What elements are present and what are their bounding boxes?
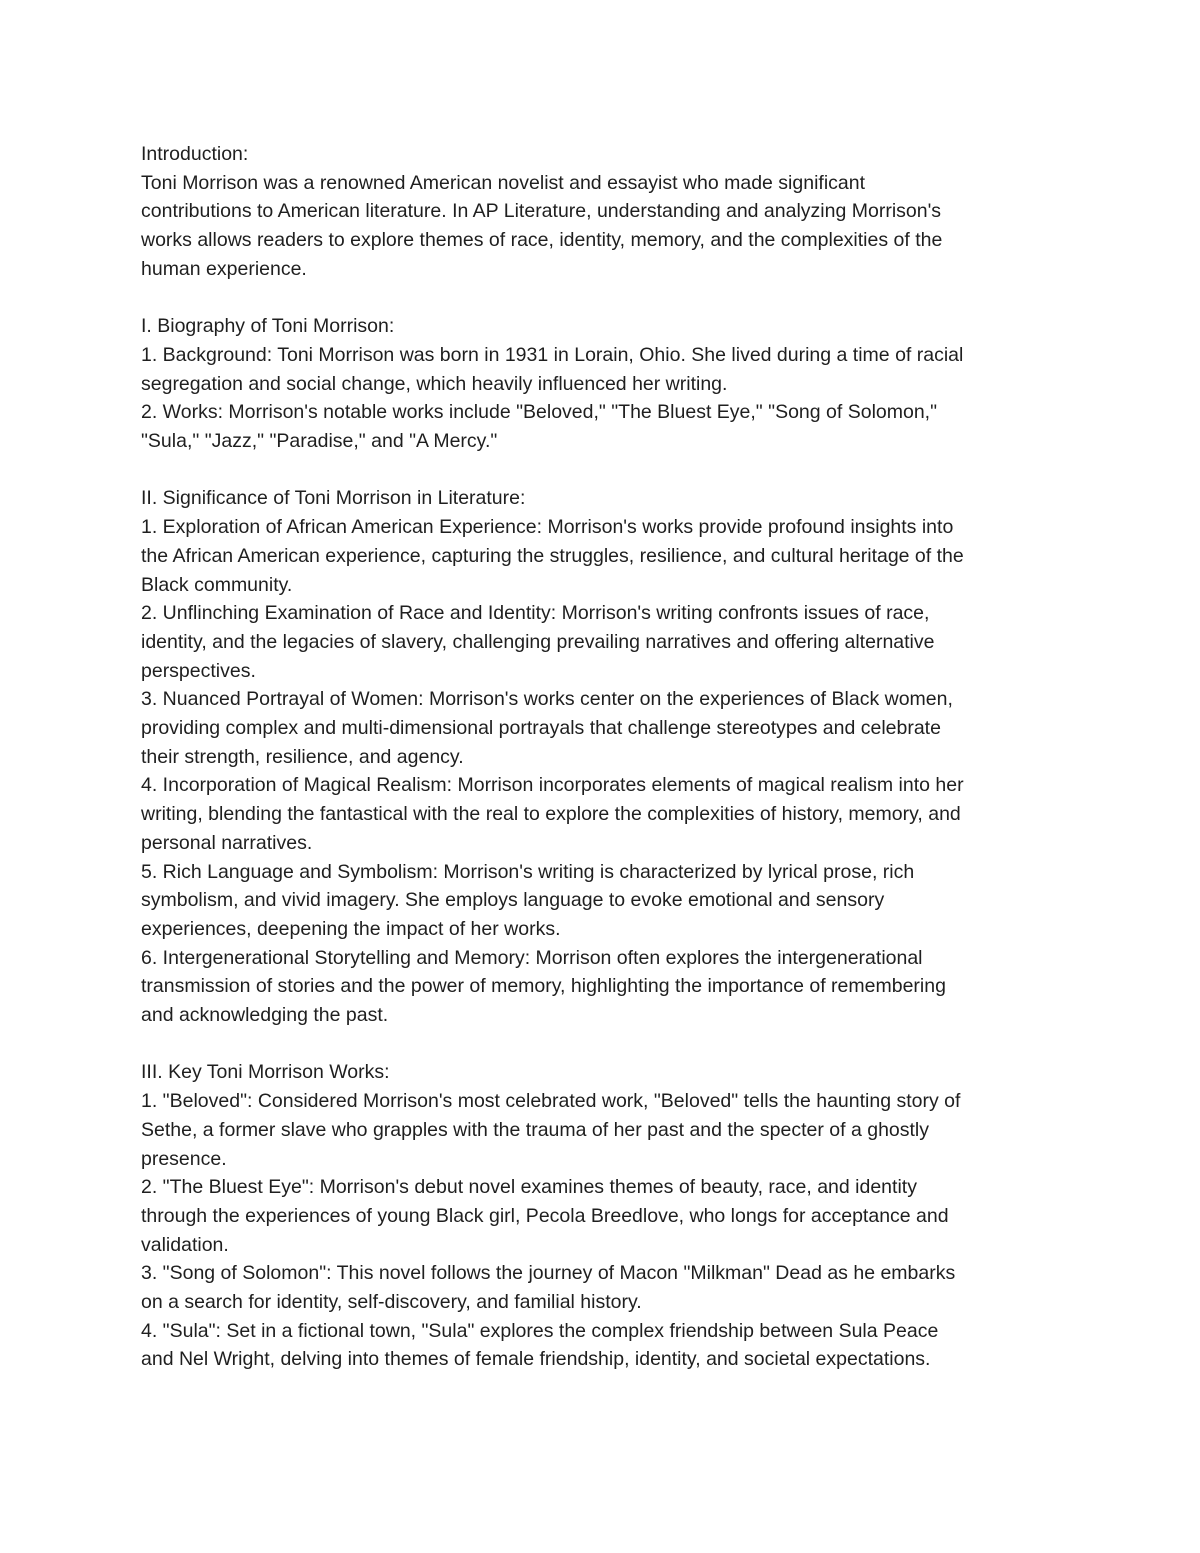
paragraph-line: works allows readers to explore themes of race, identity, memory, and the complexities of the [141, 229, 943, 252]
paragraph-line: 2. Unflinching Examination of Race and Identity: Morrison's writing confronts issues of race, [141, 602, 930, 625]
paragraph-line: 5. Rich Language and Symbolism: Morrison's writing is characterized by lyrical prose, rich [141, 860, 915, 883]
paragraph-line: 1. "Beloved": Considered Morrison's most celebrated work, "Beloved" tells the haunting story of [141, 1090, 961, 1113]
key-works-section [141, 1058, 1061, 1374]
paragraph-line: Toni Morrison was a renowned American novelist and essayist who made significant [141, 171, 866, 194]
paragraph-line: identity, and the legacies of slavery, challenging prevailing narratives and offering alternative [141, 630, 935, 653]
paragraph-line: the African American experience, capturing the struggles, resilience, and cultural heritage of the [141, 544, 964, 567]
paragraph-line: symbolism, and vivid imagery. She employs language to evoke emotional and sensory [141, 889, 885, 912]
paragraph-line: 4. "Sula": Set in a fictional town, "Sula" explores the complex friendship between Sula Peace [141, 1319, 939, 1342]
blank-line [141, 1030, 1061, 1059]
paragraph-line: 4. Incorporation of Magical Realism: Morrison incorporates elements of magical realism into her [141, 774, 964, 797]
paragraph-line: "Sula," "Jazz," "Paradise," and "A Mercy." [141, 430, 498, 453]
paragraph-line: 6. Intergenerational Storytelling and Memory: Morrison often explores the intergenerational [141, 946, 923, 969]
paragraph-line: 2. "The Bluest Eye": Morrison's debut novel examines themes of beauty, race, and identity [141, 1176, 917, 1199]
paragraph-line: contributions to American literature. In AP Literature, understanding and analyzing Morrison's [141, 200, 942, 223]
paragraph-line: presence. [141, 1147, 227, 1170]
paragraph-line: 3. Nuanced Portrayal of Women: Morrison's works center on the experiences of Black women, [141, 688, 953, 711]
blank-line [141, 456, 1061, 485]
paragraph-line: perspectives. [141, 659, 256, 682]
paragraph-line: personal narratives. [141, 831, 313, 854]
paragraph-line: through the experiences of young Black girl, Pecola Breedlove, who longs for acceptance and [141, 1204, 949, 1227]
paragraph-line: segregation and social change, which heavily influenced her writing. [141, 372, 728, 395]
paragraph-line: providing complex and multi-dimensional portrayals that challenge stereotypes and celebrate [141, 717, 941, 740]
biography-heading: I. Biography of Toni Morrison: [141, 315, 395, 338]
paragraph-line: writing, blending the fantastical with the real to explore the complexities of history, memory, and [141, 803, 961, 826]
paragraph-line: Black community. [141, 573, 293, 596]
introduction-section [141, 140, 1061, 284]
paragraph-line: 2. Works: Morrison's notable works include "Beloved," "The Bluest Eye," "Song of Solomon," [141, 401, 938, 424]
significance-section [141, 484, 1061, 1029]
paragraph-line: and Nel Wright, delving into themes of female friendship, identity, and societal expectations. [141, 1348, 931, 1371]
paragraph-line: transmission of stories and the power of memory, highlighting the importance of remembering [141, 975, 946, 998]
document-body [141, 140, 1061, 1374]
key-works-heading: III. Key Toni Morrison Works: [141, 1061, 390, 1084]
introduction-heading: Introduction: [141, 143, 249, 165]
biography-section [141, 312, 1061, 456]
paragraph-line: 1. Exploration of African American Experience: Morrison's works provide profound insights into [141, 516, 954, 539]
paragraph-line: on a search for identity, self-discovery, and familial history. [141, 1291, 642, 1314]
paragraph-line: their strength, resilience, and agency. [141, 745, 464, 768]
paragraph-line: experiences, deepening the impact of her works. [141, 917, 561, 940]
significance-heading: II. Significance of Toni Morrison in Literature: [141, 487, 526, 510]
paragraph-line: Sethe, a former slave who grapples with the trauma of her past and the specter of a ghostly [141, 1118, 930, 1141]
paragraph-line: validation. [141, 1233, 229, 1256]
paragraph-line: human experience. [141, 257, 307, 280]
paragraph-line: 3. "Song of Solomon": This novel follows the journey of Macon "Milkman" Dead as he embarks [141, 1262, 956, 1285]
blank-line [141, 284, 1061, 313]
paragraph-line: and acknowledging the past. [141, 1004, 389, 1027]
paragraph-line: 1. Background: Toni Morrison was born in 1931 in Lorain, Ohio. She lived during a time of racial [141, 343, 964, 366]
